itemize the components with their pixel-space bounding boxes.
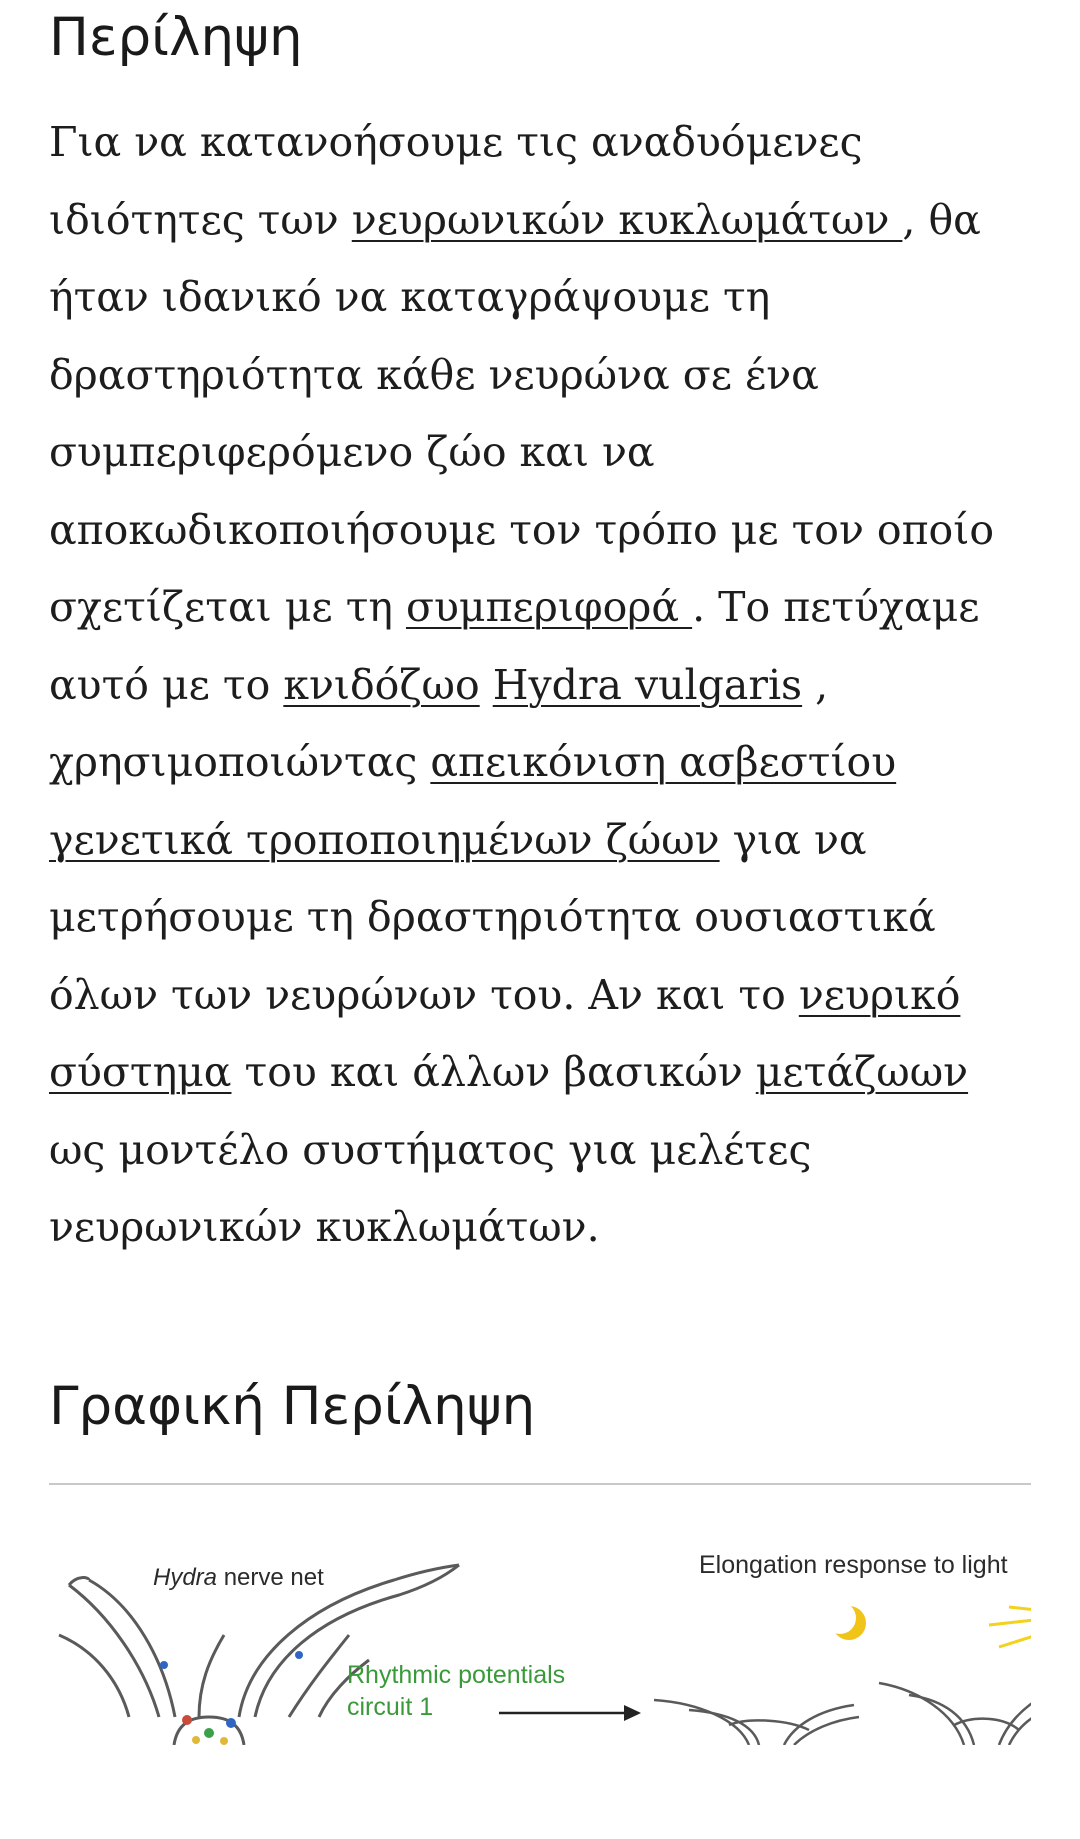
right-arrow-icon [499, 1705, 641, 1721]
hydra-figure-illustration [49, 1485, 1031, 1745]
inline-link[interactable]: νευρωνικών κυκλωμάτων [351, 195, 903, 244]
paragraph-text: για να μετρήσουμε τη δραστηριότητα ουσιαστικά όλων των νευρώνων του. Αν και το [49, 815, 936, 1019]
summary-paragraph [49, 104, 1031, 1267]
paragraph-text: ως μοντέλο συστήματος για μελέτες νευρωνικών κυκλωμάτων. [49, 1125, 812, 1251]
paragraph-text: , χρησιμοποιώντας [49, 660, 829, 786]
inline-link[interactable]: κνιδόζωο [283, 660, 480, 709]
summary-heading: Περίληψη [49, 7, 303, 68]
rhythmic-potentials-label: Rhythmic potentials [347, 1660, 566, 1689]
moon-icon [824, 1602, 866, 1640]
hydra-dark-drawing [654, 1700, 859, 1745]
inline-link[interactable]: συμπεριφορά [405, 583, 693, 631]
circuit-1-label: circuit 1 [347, 1692, 434, 1721]
paragraph-text: , θα ήταν ιδανικό να καταγράψουμε τη δραστηριότητα κάθε νευρώνα σε ένα συμπεριφερόμενο ζώο και να αποκωδικοποιήσουμε τον τρόπο με τον οποίο σχετίζεται με τη [49, 195, 995, 631]
paragraph-text [480, 661, 493, 709]
paragraph-text: του και άλλων βασικών [231, 1048, 756, 1096]
graphical-abstract-heading: Γραφική Περίληψη [49, 1375, 536, 1437]
graphical-abstract-figure[interactable] [49, 1485, 1031, 1745]
paragraph-text: . Το πετύχαμε αυτό με το [49, 583, 980, 709]
inline-link[interactable]: Hydra vulgaris [492, 660, 803, 709]
paragraph-text: Για να κατανοήσουμε τις αναδυόμενες ιδιότητες των [49, 118, 863, 244]
hydra-light-drawing [879, 1683, 1031, 1745]
sun-icon [989, 1599, 1031, 1647]
nerve-net-label: Hydra nerve net [153, 1563, 324, 1591]
inline-link[interactable]: απεικόνιση ασβεστίου γενετικά τροποποιημένων ζώων [49, 738, 897, 864]
inline-link[interactable]: μετάζωων [755, 1048, 969, 1096]
elongation-response-label: Elongation response to light [699, 1550, 1008, 1579]
inline-link[interactable]: νευρικό σύστημα [49, 970, 961, 1096]
